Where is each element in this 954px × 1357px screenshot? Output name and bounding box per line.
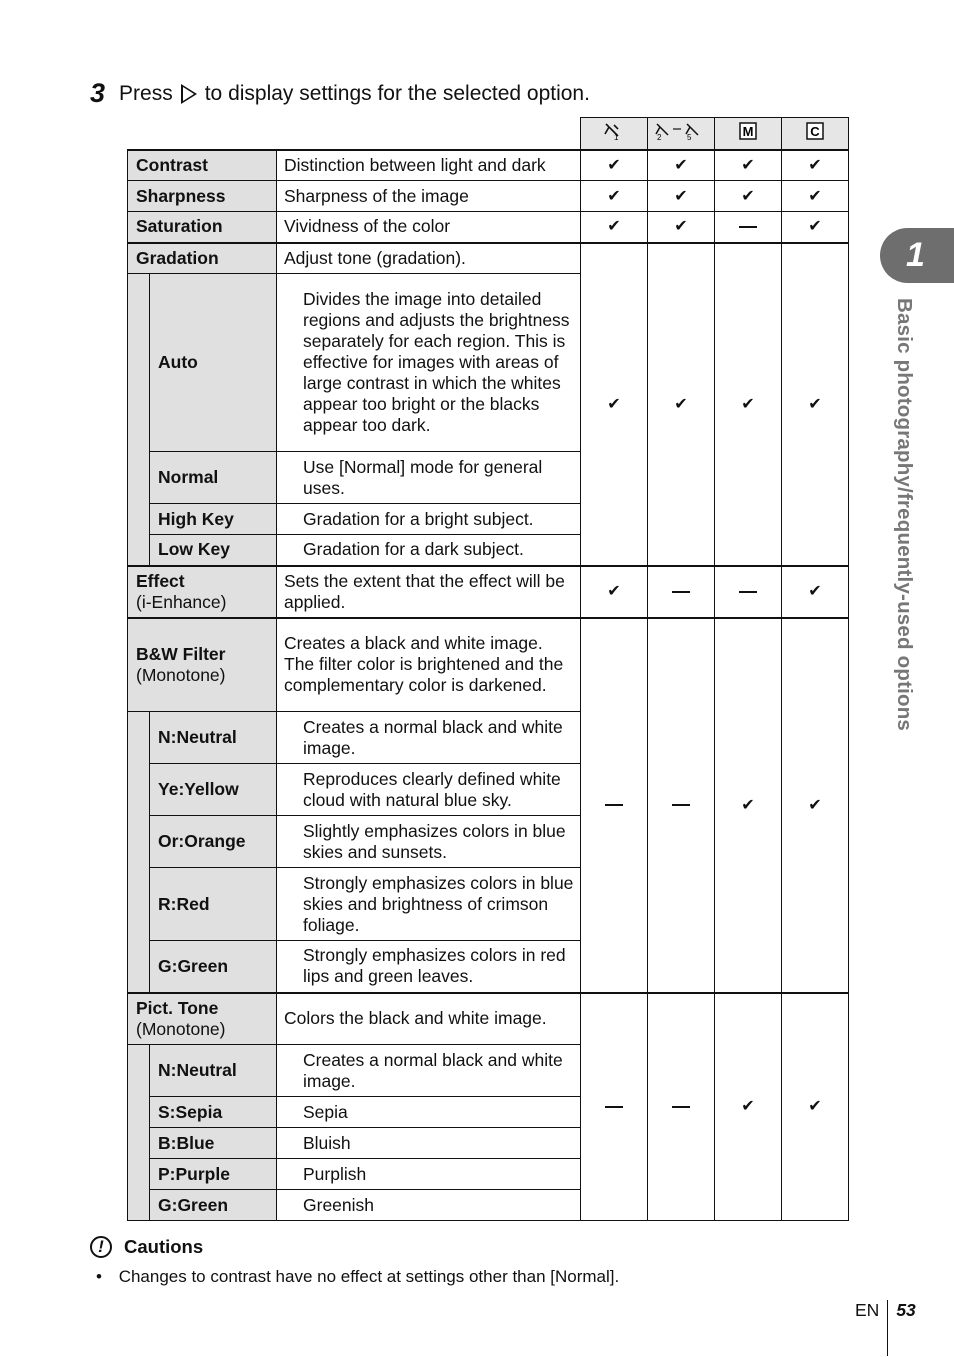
bullet-glyph: •: [96, 1267, 102, 1286]
row-description: Distinction between light and dark: [277, 150, 581, 181]
mode-mark: [715, 181, 782, 212]
row-description: Vividness of the color: [277, 212, 581, 243]
sub-label: N:Neutral: [150, 712, 277, 764]
row-label-main: Pict. Tone: [136, 997, 219, 1018]
row-description: Colors the black and white image.: [277, 993, 581, 1045]
mode-mark: [648, 181, 715, 212]
row-description: Sets the extent that the effect will be applied.: [277, 566, 581, 618]
sub-label: Ye:Yellow: [150, 764, 277, 816]
dash-icon: [672, 1106, 690, 1108]
row-description: Adjust tone (gradation).: [277, 243, 581, 274]
mode-mark: [581, 566, 648, 618]
check-icon: ✔: [741, 395, 755, 413]
step-text-after: to display settings for the selected option.: [204, 81, 590, 105]
sub-label: B:Blue: [150, 1128, 277, 1159]
sub-label: R:Red: [150, 868, 277, 941]
page-footer: [855, 1300, 916, 1356]
mode-mark: [715, 150, 782, 181]
sub-description: Strongly emphasizes colors in blue skies and brightness of crimson foliage.: [277, 868, 581, 941]
table-row: [128, 618, 849, 712]
sub-description: Use [Normal] mode for general uses.: [277, 452, 581, 504]
check-icon: ✔: [808, 583, 822, 600]
row-description: Creates a black and white image. The filter color is brightened and the complementary color is darkened.: [277, 618, 581, 712]
sub-description: Reproduces clearly defined white cloud with natural blue sky.: [277, 764, 581, 816]
page-number: 53: [896, 1300, 916, 1320]
row-label: [128, 566, 277, 618]
cautions-heading: [90, 1236, 203, 1258]
check-icon: ✔: [741, 156, 755, 174]
mode-mark: [782, 993, 849, 1221]
row-label: [128, 993, 277, 1045]
mode-mark: [782, 618, 849, 993]
sub-label: N:Neutral: [150, 1045, 277, 1097]
caution-text: Changes to contrast have no effect at settings other than [Normal].: [118, 1267, 620, 1286]
sub-label: G:Green: [150, 941, 277, 993]
sub-description: Greenish: [277, 1190, 581, 1221]
mode-mark: [648, 618, 715, 993]
mode-mark: [581, 618, 648, 993]
mode-mark: [782, 150, 849, 181]
check-icon: ✔: [741, 1098, 755, 1116]
mode-mark: [648, 566, 715, 618]
mode-mark: [581, 181, 648, 212]
mode-mark: [782, 566, 849, 618]
sub-label: High Key: [150, 504, 277, 535]
mode-mark: [715, 618, 782, 993]
sub-description: Creates a normal black and white image.: [277, 1045, 581, 1097]
mode-mark: [782, 212, 849, 243]
mode-mark: [581, 993, 648, 1221]
row-description: Sharpness of the image: [277, 181, 581, 212]
dash-icon: [605, 804, 623, 806]
settings-table: [127, 117, 849, 1221]
sub-label: G:Green: [150, 1190, 277, 1221]
step-text-before: Press: [119, 81, 173, 105]
mode-m-icon: [715, 118, 782, 150]
chapter-number: 1: [906, 236, 925, 274]
table-row: [128, 150, 849, 181]
art-filter-2-5-icon: [648, 118, 715, 150]
svg-text:1: 1: [614, 132, 619, 141]
cautions-title: Cautions: [124, 1236, 204, 1257]
row-label-main: B&W Filter: [136, 643, 226, 664]
check-icon: ✔: [607, 187, 621, 205]
sub-label: P:Purple: [150, 1159, 277, 1190]
mode-mark: [581, 150, 648, 181]
mode-mark: [782, 243, 849, 566]
step-instruction: [90, 78, 590, 109]
sub-description: Purplish: [277, 1159, 581, 1190]
sub-description: Bluish: [277, 1128, 581, 1159]
mode-mark: [715, 993, 782, 1221]
sub-label: Low Key: [150, 535, 277, 566]
chapter-title: Basic photography/frequently-used options: [893, 298, 916, 732]
check-icon: ✔: [607, 218, 621, 236]
mode-mark: [648, 993, 715, 1221]
row-label: Sharpness: [128, 181, 277, 212]
dash-icon: [672, 591, 690, 593]
dash-icon: [605, 1106, 623, 1108]
svg-text:2: 2: [657, 132, 662, 141]
svg-text:5: 5: [687, 132, 692, 141]
sub-label: Or:Orange: [150, 816, 277, 868]
caution-item: [96, 1267, 619, 1287]
sub-description: Sepia: [277, 1097, 581, 1128]
check-icon: ✔: [674, 395, 688, 413]
mode-mark: [715, 243, 782, 566]
row-label: [128, 618, 277, 712]
check-icon: ✔: [674, 156, 688, 174]
check-icon: ✔: [607, 583, 621, 600]
check-icon: ✔: [607, 156, 621, 174]
table-row: [128, 212, 849, 243]
check-icon: ✔: [674, 187, 688, 205]
sub-description: Creates a normal black and white image.: [277, 712, 581, 764]
sub-label: Normal: [150, 452, 277, 504]
mode-mark: [715, 566, 782, 618]
check-icon: ✔: [808, 1098, 822, 1116]
row-label-sub: (Monotone): [136, 1018, 226, 1039]
mode-mark: [782, 181, 849, 212]
row-label: Saturation: [128, 212, 277, 243]
sub-description: Strongly emphasizes colors in red lips and green leaves.: [277, 941, 581, 993]
row-label-main: Effect: [136, 570, 185, 591]
check-icon: ✔: [808, 796, 822, 814]
sub-description: Slightly emphasizes colors in blue skies and sunsets.: [277, 816, 581, 868]
play-right-triangle-icon: [181, 84, 197, 104]
check-icon: ✔: [607, 395, 621, 413]
table-row: [128, 993, 849, 1045]
dash-icon: [739, 226, 757, 228]
row-label-sub: (i-Enhance): [136, 591, 227, 612]
exclamation-circle-icon: !: [90, 1236, 112, 1258]
sub-description: Gradation for a bright subject.: [277, 504, 581, 535]
check-icon: ✔: [741, 796, 755, 814]
sub-label: Auto: [150, 274, 277, 452]
mode-mark: [581, 243, 648, 566]
dash-icon: [739, 591, 757, 593]
footer-divider: [887, 1300, 888, 1356]
check-icon: ✔: [808, 187, 822, 205]
row-label: Gradation: [128, 243, 277, 274]
sub-description: Divides the image into detailed regions and adjusts the brightness separately for each region. This is effective for images with areas of large contrast in which the whites appear too bright or the blacks appear too dark.: [277, 274, 581, 452]
step-number: 3: [90, 78, 106, 108]
check-icon: ✔: [741, 187, 755, 205]
table-row: [128, 181, 849, 212]
sub-label: S:Sepia: [150, 1097, 277, 1128]
row-label-sub: (Monotone): [136, 664, 226, 685]
mode-mark: [648, 212, 715, 243]
svg-text:M: M: [742, 123, 754, 139]
svg-text:C: C: [810, 123, 820, 139]
sub-description: Gradation for a dark subject.: [277, 535, 581, 566]
mode-mark: [648, 243, 715, 566]
mode-mark: [648, 150, 715, 181]
mode-mark: [581, 212, 648, 243]
language-code: EN: [855, 1300, 880, 1320]
mode-mark: [715, 212, 782, 243]
mode-c-icon: [782, 118, 849, 150]
check-icon: ✔: [808, 156, 822, 174]
check-icon: ✔: [674, 218, 688, 236]
check-icon: ✔: [808, 395, 822, 413]
dash-icon: [672, 804, 690, 806]
row-label: Contrast: [128, 150, 277, 181]
table-row: [128, 243, 849, 274]
art-filter-1-icon: [581, 118, 648, 150]
table-row: [128, 566, 849, 618]
check-icon: ✔: [808, 218, 822, 236]
